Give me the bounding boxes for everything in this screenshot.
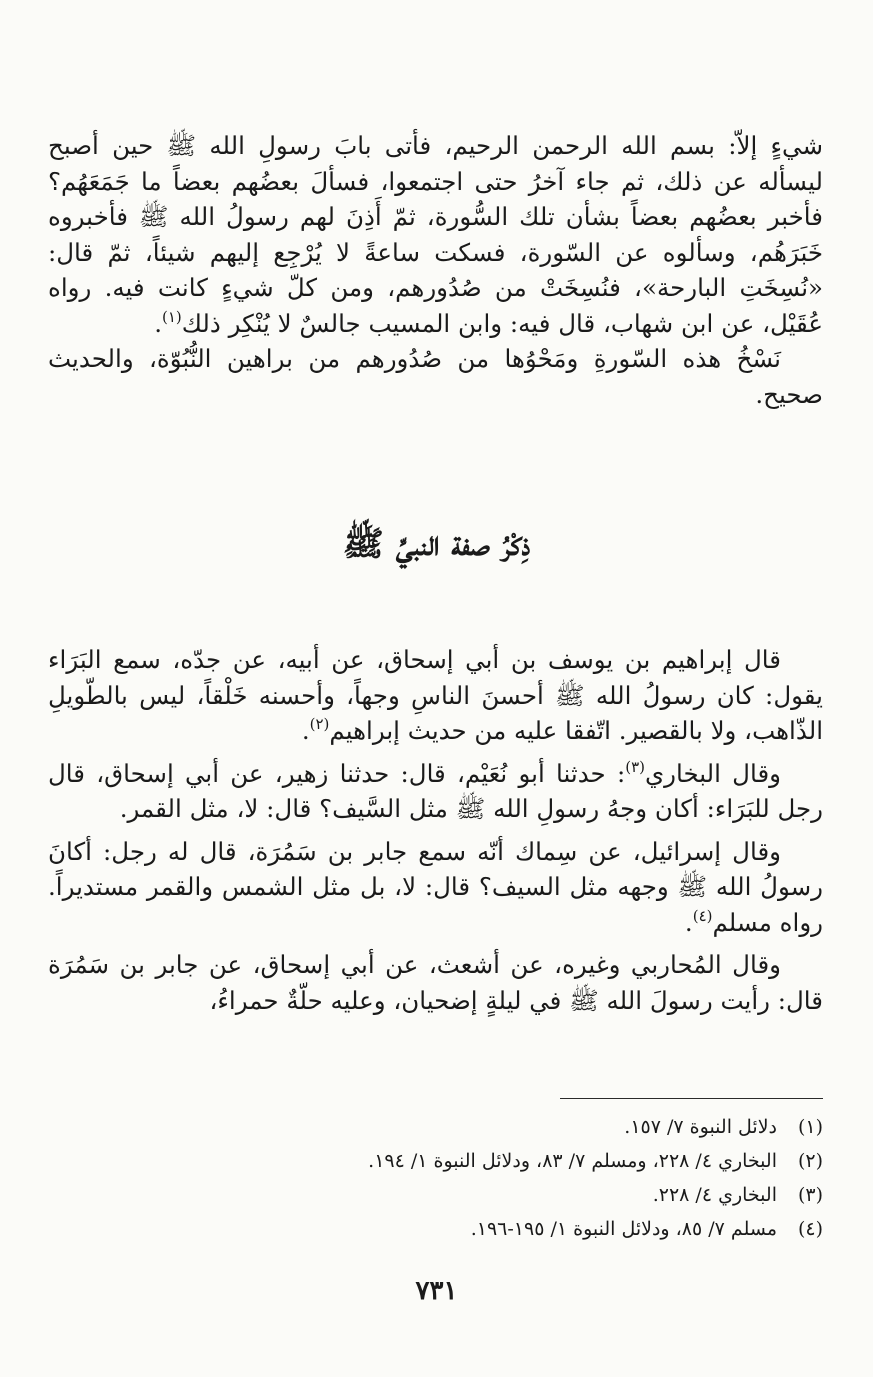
section-heading: ذِكْرُ صفة النبيِّ ﷺ xyxy=(342,524,531,564)
footnote-ref[interactable]: (٤) xyxy=(692,906,713,925)
footnote-number: (٣) xyxy=(797,1184,823,1206)
paragraph-text: وقال إسرائيل، عن سِماك أنّه سمع جابر بن سَمُرَة، قال له رجل: أكانَ رسولُ الله ﷺ وجهه مثل السيف؟ قال: لا، بل مثل الشمس والقمر مستديراً. رواه مسلم xyxy=(48,836,823,937)
footnote-ref[interactable]: (١) xyxy=(161,307,182,326)
footnote-number: (٢) xyxy=(797,1150,823,1172)
paragraph xyxy=(48,756,823,827)
paragraph xyxy=(48,642,823,749)
footnote xyxy=(48,1178,823,1212)
footnote-text: دلائل النبوة ٧/ ١٥٧. xyxy=(624,1116,777,1138)
paragraph-text: شيءٍ إلاّ: بسم الله الرحمن الرحيم، فأتى بابَ رسولِ الله ﷺ حين أصبح ليسأله عن ذلك، ثم جاء آخرُ حتى اجتمعوا، فسألَ بعضُهم بعضاً ما جَمَعَهُم؟ فأخبر بعضُهم بعضاً بشأن تلك السُّورة، ثمّ أَذِنَ لهم رسولُ الله ﷺ فأخبروه خَبَرَهُم، وسألوه عن السّورة، فسكت ساعةً لا يُرْجِع إليهم شيئاً، ثمّ قال: «نُسِخَتِ البارحة»، فنُسِخَتْ من صُدُورهم، ومن كلّ شيءٍ كانت فيه. رواه عُقَيْل، عن ابن شهاب، قال فيه: وابن المسيب جالسٌ لا يُنْكِر ذلك xyxy=(48,131,823,338)
footnote-text: مسلم ٧/ ٨٥، ودلائل النبوة ١/ ١٩٥-١٩٦. xyxy=(470,1218,777,1240)
footnote xyxy=(48,1212,823,1246)
footnote-ref[interactable]: (٢) xyxy=(309,715,330,733)
paragraph xyxy=(48,834,823,941)
section-text xyxy=(48,642,823,1018)
continuation-text xyxy=(48,128,823,412)
footnotes xyxy=(48,1110,823,1246)
footnote-number: (٤) xyxy=(797,1218,823,1240)
footnote xyxy=(48,1144,823,1178)
paragraph-end: . xyxy=(154,308,162,338)
footnote-number: (١) xyxy=(797,1116,823,1138)
paragraph-end: . xyxy=(684,907,693,937)
footnote-ref[interactable]: (٣) xyxy=(625,757,645,776)
paragraph-text: : حدثنا أبو نُعَيْم، قال: حدثنا زهير، عن أبي إسحاق، قال رجل للبَرَاء: أكان وجهُ رسولِ الله ﷺ مثل السَّيف؟ قال: لا، مثل القمر. xyxy=(48,758,823,823)
footnote xyxy=(48,1110,823,1144)
footnote-divider xyxy=(560,1098,823,1099)
footnote-text: البخاري ٤/ ٢٢٨، ومسلم ٧/ ٨٣، ودلائل النبوة ١/ ١٩٤. xyxy=(368,1150,777,1172)
paragraph: وقال المُحاربي وغيره، عن أشعث، عن أبي إسحاق، عن جابر بن سَمُرَة قال: رأيت رسولَ الله ﷺ في ليلةٍ إضحيان، وعليه حلّةٌ حمراءُ، xyxy=(48,950,823,1015)
footnote-text: البخاري ٤/ ٢٢٨. xyxy=(652,1184,777,1206)
page-number: ٧٣١ xyxy=(415,1276,458,1306)
paragraph xyxy=(48,128,823,341)
paragraph-text: وقال البخاري xyxy=(644,758,781,788)
paragraph-text: قال إبراهيم بن يوسف بن أبي إسحاق، عن أبيه، عن جدّه، سمع البَرَاء يقول: كان رسولُ الله ﷺ أحسنَ الناسِ وجهاً، وأحسنه خَلْقاً، ليس بالطّويلِ الذّاهب، ولا بالقصير. اتّفقا عليه من حديث إبراهيم xyxy=(48,645,823,745)
paragraph-end: . xyxy=(301,716,310,745)
paragraph: نَسْخُ هذه السّورةِ ومَحْوُها من صُدُورهم من براهين النُّبُوّة، والحديث صحيح. xyxy=(48,344,823,409)
